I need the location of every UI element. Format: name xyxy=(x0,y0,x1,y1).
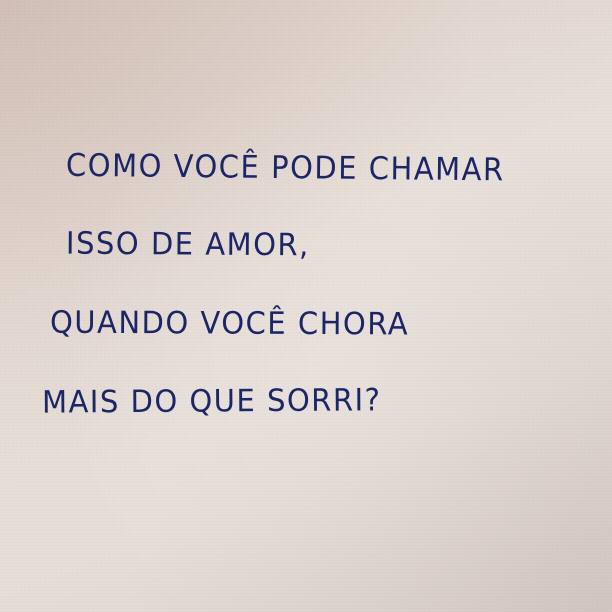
handwritten-line-1: COMO VOCÊ PODE CHAMAR xyxy=(65,146,505,188)
handwritten-line-3: QUANDO VOCÊ CHORA xyxy=(49,303,410,342)
handwritten-line-2: ISSO DE AMOR, xyxy=(65,224,310,263)
handwritten-line-4: MAIS DO QUE SORRI? xyxy=(41,381,382,421)
